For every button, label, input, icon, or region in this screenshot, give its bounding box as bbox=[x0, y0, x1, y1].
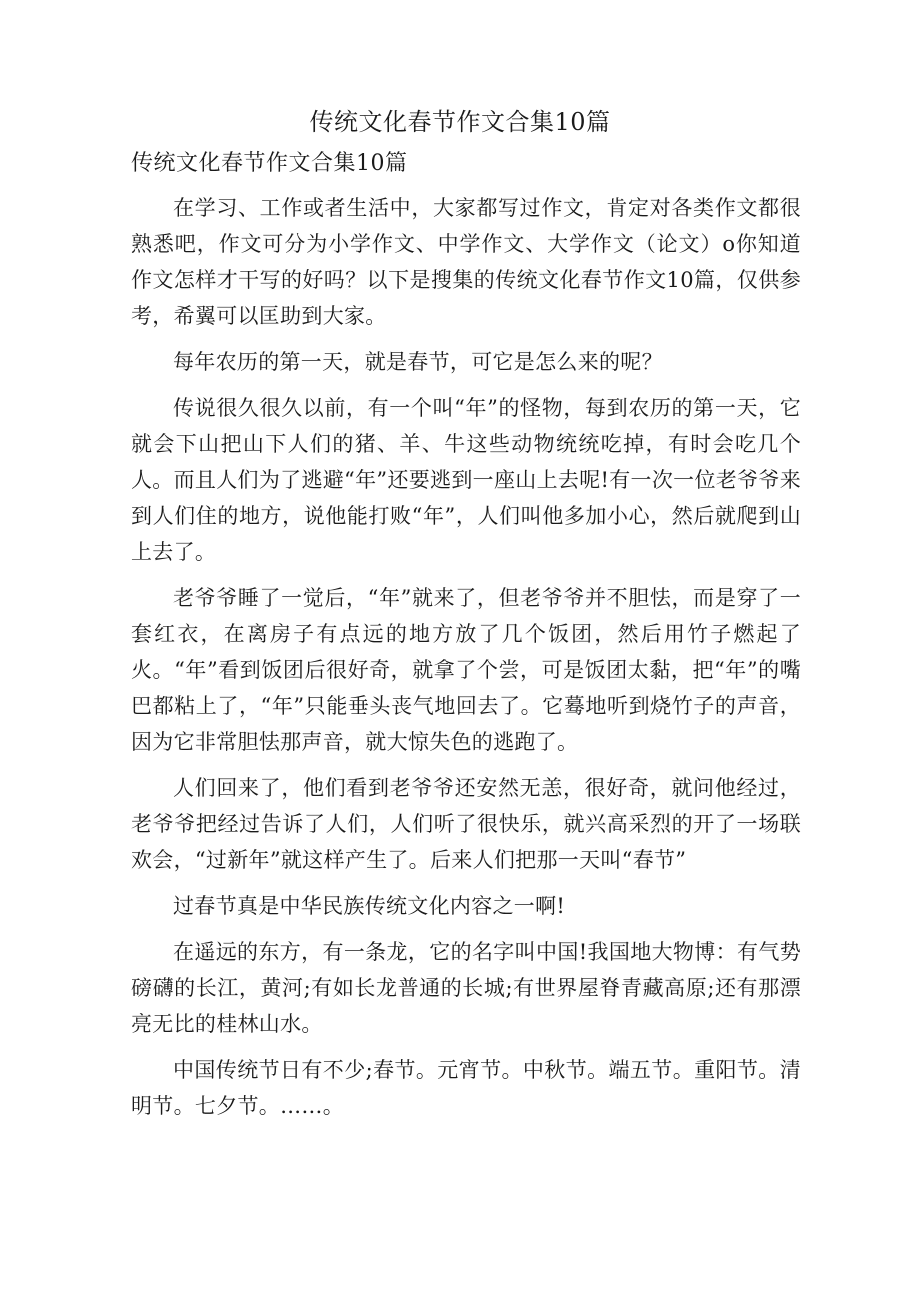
document-body bbox=[131, 190, 801, 1134]
paragraph: 中国传统节日有不少;春节。元宵节。中秋节。端五节。重阳节。清明节。七夕节。……。 bbox=[131, 1058, 801, 1118]
paragraph: 过春节真是中华民族传统文化内容之一啊! bbox=[173, 894, 566, 918]
paragraph: 老爷爷睡了一觉后，“年”就来了，但老爷爷并不胆怯，而是穿了一套红衣，在离房子有点远的地方放了几个饭团，然后用竹子燃起了火。“年”看到饭团后很好奇，就拿了个尝，可是饭团太黏，把“年”的嘴巴都粘上了，“年”只能垂头丧气地回去了。它蓦地听到烧竹子的声音，因为它非常胆怯那声音，就大惊失色的逃跑了。 bbox=[131, 586, 801, 754]
document-title: 传统文化春节作文合集10篇 bbox=[309, 108, 611, 136]
document-subtitle: 传统文化春节作文合集10篇 bbox=[131, 151, 408, 176]
paragraph: 传说很久很久以前，有一个叫“年”的怪物，每到农历的第一天，它就会下山把山下人们的猪、羊、牛这些动物统统吃掉，有时会吃几个人。而且人们为了逃避“年”还要逃到一座山上去呢!有一次一位老爷爷来到人们住的地方，说他能打败“年”，人们叫他多加小心，然后就爬到山上去了。 bbox=[131, 396, 801, 564]
paragraph: 人们回来了，他们看到老爷爷还安然无恙，很好奇，就问他经过，老爷爷把经过告诉了人们，人们听了很快乐，就兴高采烈的开了一场联欢会，“过新年”就这样产生了。后来人们把那一天叫“春节” bbox=[131, 776, 801, 872]
paragraph-intro: 在学习、工作或者生活中，大家都写过作文，肯定对各类作文都很熟悉吧，作文可分为小学作文、中学作文、大学作文（论文）o你知道作文怎样才干写的好吗？以下是搜集的传统文化春节作文10篇，仅供参考，希翼可以匡助到大家。 bbox=[131, 196, 801, 328]
paragraph: 在遥远的东方，有一条龙，它的名字叫中国!我国地大物博：有气势磅礴的长江，黄河;有如长龙普通的长城;有世界屋脊青藏高原;还有那漂亮无比的桂林山水。 bbox=[131, 940, 801, 1036]
paragraph: 每年农历的第一天，就是春节，可它是怎么来的呢？ bbox=[173, 350, 663, 374]
